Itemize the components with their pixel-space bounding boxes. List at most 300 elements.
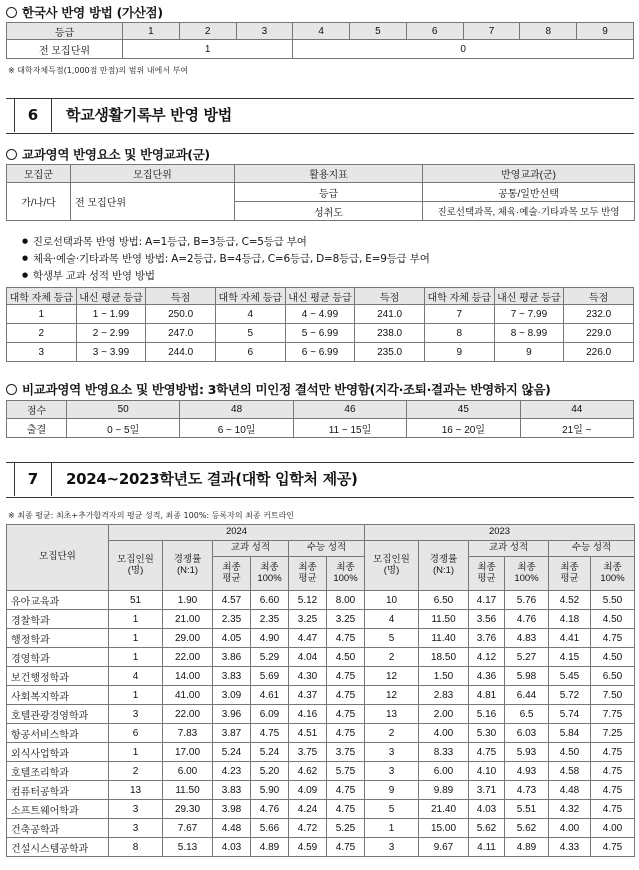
table-cell: 4.75 [327,724,365,743]
range-cell: 6 ~ 10일 [180,419,293,438]
unit-name-cell: 호텔조리학과 [7,762,109,781]
table-cell: 4.51 [289,724,327,743]
indicator-cell: 등급 [235,183,423,202]
table-cell: 1 [109,743,163,762]
unit-name-cell: 건축공학과 [7,819,109,838]
table-cell: 8.00 [327,591,365,610]
table-cell: 8.33 [419,743,469,762]
table-cell: 235.0 [355,343,425,362]
unit-name-cell: 소프트웨어학과 [7,800,109,819]
table-header: 대학 자체 등급 [7,288,77,305]
table-cell: 4.76 [505,610,549,629]
table-cell: 4.75 [251,724,289,743]
table-cell: 3.98 [213,800,251,819]
grade-cell: 3 [236,23,293,40]
range-cell: 16 ~ 20일 [407,419,520,438]
table-cell: 3.83 [213,781,251,800]
table-cell: 4.75 [591,629,635,648]
group-cell: 가/나/다 [7,183,71,221]
table-cell: 5.51 [505,800,549,819]
results-note: ※ 최종 평균: 최초+추가합격자의 평균 성적, 최종 100%: 등록자의 최종 커트라인 [8,511,295,520]
table-cell: 4.59 [289,838,327,857]
table-cell: 6.44 [505,686,549,705]
table-cell: 3 [109,800,163,819]
table-cell: 3.76 [469,629,505,648]
table-cell: 4.03 [213,838,251,857]
table-cell: 5.24 [213,743,251,762]
score-label: 점수 [7,401,67,419]
table-cell: 4.00 [591,819,635,838]
table-cell: 4 ~ 4.99 [285,305,355,324]
table-row [7,838,635,857]
attendance-label: 출결 [7,419,67,438]
grade-header: 등급 [7,23,123,40]
table-cell: 5.93 [505,743,549,762]
header-indicator: 활용지표 [235,165,423,183]
non-subject-heading: 비교과영역 반영요소 및 반영방법: 3학년의 미인정 결석만 반영함(지각·조퇴·결과는 반영하지 않음) [6,380,551,398]
grade-cell: 8 [520,23,577,40]
table-cell: 3 [109,819,163,838]
table-cell: 4.11 [469,838,505,857]
grade-cell: 2 [179,23,236,40]
table-cell: 2.83 [419,686,469,705]
unit-name-cell: 유아교육과 [7,591,109,610]
table-cell: 5.50 [591,591,635,610]
circle-bullet-icon [6,7,17,18]
table-row [7,743,635,762]
pct-header: 최종 100% [327,557,365,591]
table-cell: 5.16 [469,705,505,724]
section-number: 7 [14,463,52,496]
bullet-item: ● 진로선택과목 반영 방법: A=1등급, B=3등급, C=5등급 부여 [22,234,307,249]
table-cell: 4.17 [469,591,505,610]
table-cell: 3.75 [327,743,365,762]
quota-header: 모집인원 (명) [365,541,419,591]
range-cell: 0 ~ 5일 [67,419,180,438]
korean-history-table [6,22,634,59]
score-cell: 46 [293,401,406,419]
table-cell: 4 [215,305,285,324]
attendance-table [6,400,634,438]
table-cell: 6.00 [163,762,213,781]
table-cell: 5.29 [251,648,289,667]
table-cell: 3 [365,838,419,857]
table-cell: 10 [365,591,419,610]
pct-header: 최종 100% [591,557,635,591]
table-cell: 21.00 [163,610,213,629]
table-header: 득점 [564,288,634,305]
table-cell: 18.50 [419,648,469,667]
table-cell: 11.50 [419,610,469,629]
score-cell: 45 [407,401,520,419]
table-cell: 5.76 [505,591,549,610]
grade-cell: 6 [406,23,463,40]
points-rest: 0 [293,40,634,59]
table-cell: 5.74 [549,705,591,724]
table-cell: 1 [109,648,163,667]
table-cell: 5.24 [251,743,289,762]
section-6-banner [6,98,634,134]
unit-name-cell: 외식사업학과 [7,743,109,762]
table-cell: 4.03 [469,800,505,819]
unit-cell: 전 모집단위 [7,40,123,59]
table-cell: 8 [424,324,494,343]
table-cell: 7 ~ 7.99 [494,305,564,324]
table-cell: 2.35 [251,610,289,629]
table-cell: 4.50 [327,648,365,667]
table-cell: 4.61 [251,686,289,705]
table-cell: 4.75 [327,800,365,819]
table-cell: 4.09 [289,781,327,800]
table-cell: 4.75 [591,838,635,857]
table-cell: 4.75 [327,781,365,800]
table-cell: 5.90 [251,781,289,800]
table-header: 내신 평균 등급 [285,288,355,305]
table-header: 내신 평균 등급 [494,288,564,305]
table-cell: 5.45 [549,667,591,686]
table-cell: 1 [7,305,77,324]
table-row [7,324,634,343]
table-cell: 3 [109,705,163,724]
table-cell: 21.40 [419,800,469,819]
table-cell: 4.75 [469,743,505,762]
table-cell: 4.16 [289,705,327,724]
pct-header: 최종 100% [251,557,289,591]
table-cell: 1.90 [163,591,213,610]
table-cell: 4.47 [289,629,327,648]
table-cell: 6 ~ 6.99 [285,343,355,362]
table-cell: 5 ~ 6.99 [285,324,355,343]
table-cell: 4.75 [327,705,365,724]
table-cell: 4.36 [469,667,505,686]
table-row [7,819,635,838]
table-cell: 29.30 [163,800,213,819]
table-cell: 5.30 [469,724,505,743]
table-cell: 3.71 [469,781,505,800]
table-cell: 5.13 [163,838,213,857]
table-cell: 238.0 [355,324,425,343]
table-cell: 3 [365,743,419,762]
korean-history-note: ※ 대학자체득점(1,000점 만점)의 범위 내에서 부여 [8,66,188,75]
rate-header: 경쟁률 (N:1) [163,541,213,591]
table-cell: 4.73 [505,781,549,800]
table-cell: 5.84 [549,724,591,743]
table-cell: 7.67 [163,819,213,838]
results-table [6,524,635,857]
table-cell: 6 [215,343,285,362]
table-cell: 5.62 [469,819,505,838]
range-cell: 11 ~ 15일 [293,419,406,438]
table-cell: 5.69 [251,667,289,686]
table-cell: 4.75 [327,686,365,705]
grade-cell: 5 [350,23,407,40]
table-cell: 5.75 [327,762,365,781]
bullet-item: ● 학생부 교과 성적 반영 방법 [22,268,155,283]
avg-header: 최종 평균 [549,557,591,591]
csat-header: 수능 성적 [549,541,635,557]
table-cell: 9.89 [419,781,469,800]
table-row [7,781,635,800]
table-header: 대학 자체 등급 [424,288,494,305]
table-cell: 5.20 [251,762,289,781]
score-cell: 48 [180,401,293,419]
subject-area-heading: 교과영역 반영요소 및 반영교과(군) [6,145,210,163]
table-cell: 4 [109,667,163,686]
table-cell: 4.75 [327,838,365,857]
section-title: 학교생활기록부 반영 방법 [66,106,232,124]
table-cell: 4.50 [549,743,591,762]
subjects-cell: 공통/일반선택 [423,183,635,202]
table-cell: 4.32 [549,800,591,819]
csat-header: 수능 성적 [289,541,365,557]
table-cell: 4.04 [289,648,327,667]
year-2024: 2024 [109,525,365,541]
table-cell: 4.30 [289,667,327,686]
table-cell: 4.75 [591,781,635,800]
table-row [7,724,635,743]
table-cell: 3.75 [289,743,327,762]
table-cell: 11.40 [419,629,469,648]
table-cell: 4.58 [549,762,591,781]
score-cell: 50 [67,401,180,419]
grade-cell: 4 [293,23,350,40]
table-cell: 2.35 [213,610,251,629]
table-cell: 226.0 [564,343,634,362]
table-cell: 5.72 [549,686,591,705]
table-cell: 4.48 [213,819,251,838]
table-cell: 4.76 [251,800,289,819]
table-cell: 9 [494,343,564,362]
table-cell: 3.96 [213,705,251,724]
table-cell: 1 [109,629,163,648]
table-cell: 13 [109,781,163,800]
score-cell: 44 [520,401,633,419]
table-row [7,800,635,819]
grade-conversion-table [6,287,634,362]
table-cell: 4.81 [469,686,505,705]
table-cell: 4.75 [327,667,365,686]
table-row [7,610,635,629]
unit-name-cell: 사회복지학과 [7,686,109,705]
table-cell: 4.41 [549,629,591,648]
table-cell: 4.75 [591,800,635,819]
table-cell: 3.25 [289,610,327,629]
subjects-cell: 진로선택과목, 체육·예술·기타과목 모두 반영 [423,202,635,221]
grade-cell: 7 [463,23,520,40]
table-cell: 6 [109,724,163,743]
school-grade-header: 교과 성적 [213,541,289,557]
table-cell: 3.83 [213,667,251,686]
points-grade1: 1 [123,40,293,59]
table-cell: 4.89 [505,838,549,857]
table-cell: 12 [365,686,419,705]
table-cell: 1 [109,686,163,705]
table-header: 득점 [355,288,425,305]
table-cell: 9.67 [419,838,469,857]
bullet-item: ● 체육·예술·기타과목 반영 방법: A=2등급, B=4등급, C=6등급, D=8등급, E=9등급 부여 [22,251,430,266]
unit-header: 모집단위 [7,525,109,591]
table-cell: 5.12 [289,591,327,610]
table-cell: 4.62 [289,762,327,781]
table-cell: 4.50 [591,610,635,629]
table-cell: 4.15 [549,648,591,667]
unit-name-cell: 행정학과 [7,629,109,648]
table-cell: 4.37 [289,686,327,705]
table-cell: 11.50 [163,781,213,800]
table-cell: 4.72 [289,819,327,838]
unit-name-cell: 보건행정학과 [7,667,109,686]
rate-header: 경쟁률 (N:1) [419,541,469,591]
table-cell: 4.75 [591,762,635,781]
table-row [7,343,634,362]
circle-bullet-icon [6,384,17,395]
table-cell: 6.5 [505,705,549,724]
table-cell: 7 [424,305,494,324]
table-cell: 17.00 [163,743,213,762]
table-cell: 1 [109,610,163,629]
table-cell: 5 [215,324,285,343]
table-cell: 22.00 [163,648,213,667]
table-cell: 3 [7,343,77,362]
table-row [7,591,635,610]
korean-history-heading: 한국사 반영 방법 (가산점) [6,3,163,21]
table-cell: 4.24 [289,800,327,819]
table-cell: 4.75 [327,629,365,648]
unit-name-cell: 건설시스템공학과 [7,838,109,857]
table-row [7,705,635,724]
table-cell: 4.52 [549,591,591,610]
table-cell: 247.0 [146,324,216,343]
table-header: 대학 자체 등급 [215,288,285,305]
pct-header: 최종 100% [505,557,549,591]
header-group: 모집군 [7,165,71,183]
table-row [7,648,635,667]
table-cell: 3.86 [213,648,251,667]
table-cell: 4.93 [505,762,549,781]
table-cell: 4.00 [419,724,469,743]
section-title: 2024~2023학년도 결과(대학 입학처 제공) [66,470,358,488]
table-cell: 4.18 [549,610,591,629]
table-cell: 2 [365,648,419,667]
unit-name-cell: 경찰학과 [7,610,109,629]
table-cell: 3 [365,762,419,781]
grade-cell: 9 [577,23,634,40]
subject-area-table [6,164,635,221]
table-cell: 8 [109,838,163,857]
table-cell: 4.10 [469,762,505,781]
table-cell: 244.0 [146,343,216,362]
year-2023: 2023 [365,525,635,541]
table-row [7,762,635,781]
table-cell: 7.83 [163,724,213,743]
table-cell: 4 [365,610,419,629]
header-unit: 모집단위 [71,165,235,183]
table-header: 내신 평균 등급 [76,288,146,305]
table-cell: 250.0 [146,305,216,324]
table-cell: 2 [365,724,419,743]
table-cell: 3.09 [213,686,251,705]
table-cell: 9 [424,343,494,362]
circle-bullet-icon [6,149,17,160]
table-cell: 4.00 [549,819,591,838]
unit-name-cell: 호텔관광경영학과 [7,705,109,724]
unit-cell: 전 모집단위 [71,183,235,221]
table-row [7,629,635,648]
table-cell: 6.09 [251,705,289,724]
table-row [7,305,634,324]
indicator-cell: 성취도 [235,202,423,221]
table-row [7,667,635,686]
table-cell: 7.25 [591,724,635,743]
table-cell: 4.50 [591,648,635,667]
unit-name-cell: 컴퓨터공학과 [7,781,109,800]
table-cell: 5.98 [505,667,549,686]
table-cell: 6.03 [505,724,549,743]
range-cell: 21일 ~ [520,419,633,438]
table-cell: 5.25 [327,819,365,838]
school-grade-header: 교과 성적 [469,541,549,557]
table-cell: 241.0 [355,305,425,324]
header-subjects: 반영교과(군) [423,165,635,183]
table-cell: 3.56 [469,610,505,629]
table-cell: 22.00 [163,705,213,724]
avg-header: 최종 평균 [289,557,327,591]
table-cell: 8 ~ 8.99 [494,324,564,343]
table-cell: 4.90 [251,629,289,648]
table-cell: 7.50 [591,686,635,705]
table-cell: 5.66 [251,819,289,838]
table-cell: 4.23 [213,762,251,781]
table-cell: 9 [365,781,419,800]
table-cell: 5 [365,629,419,648]
section-number: 6 [14,99,52,132]
unit-name-cell: 항공서비스학과 [7,724,109,743]
table-row [7,686,635,705]
table-cell: 6.50 [591,667,635,686]
avg-header: 최종 평균 [469,557,505,591]
table-cell: 2 ~ 2.99 [76,324,146,343]
section-7-banner [6,462,634,498]
table-cell: 6.60 [251,591,289,610]
table-cell: 5.62 [505,819,549,838]
table-cell: 4.75 [591,743,635,762]
table-cell: 4.05 [213,629,251,648]
table-cell: 4.89 [251,838,289,857]
table-cell: 5.27 [505,648,549,667]
table-cell: 1 [365,819,419,838]
table-cell: 41.00 [163,686,213,705]
table-cell: 3 ~ 3.99 [76,343,146,362]
table-cell: 2 [7,324,77,343]
table-cell: 6.00 [419,762,469,781]
table-cell: 4.48 [549,781,591,800]
table-cell: 51 [109,591,163,610]
table-cell: 13 [365,705,419,724]
table-cell: 4.33 [549,838,591,857]
table-cell: 3.25 [327,610,365,629]
table-cell: 232.0 [564,305,634,324]
table-cell: 6.50 [419,591,469,610]
table-cell: 4.57 [213,591,251,610]
table-cell: 2.00 [419,705,469,724]
table-cell: 1.50 [419,667,469,686]
table-cell: 4.83 [505,629,549,648]
table-cell: 1 ~ 1.99 [76,305,146,324]
table-cell: 7.75 [591,705,635,724]
table-header: 득점 [146,288,216,305]
table-cell: 15.00 [419,819,469,838]
table-cell: 5 [365,800,419,819]
